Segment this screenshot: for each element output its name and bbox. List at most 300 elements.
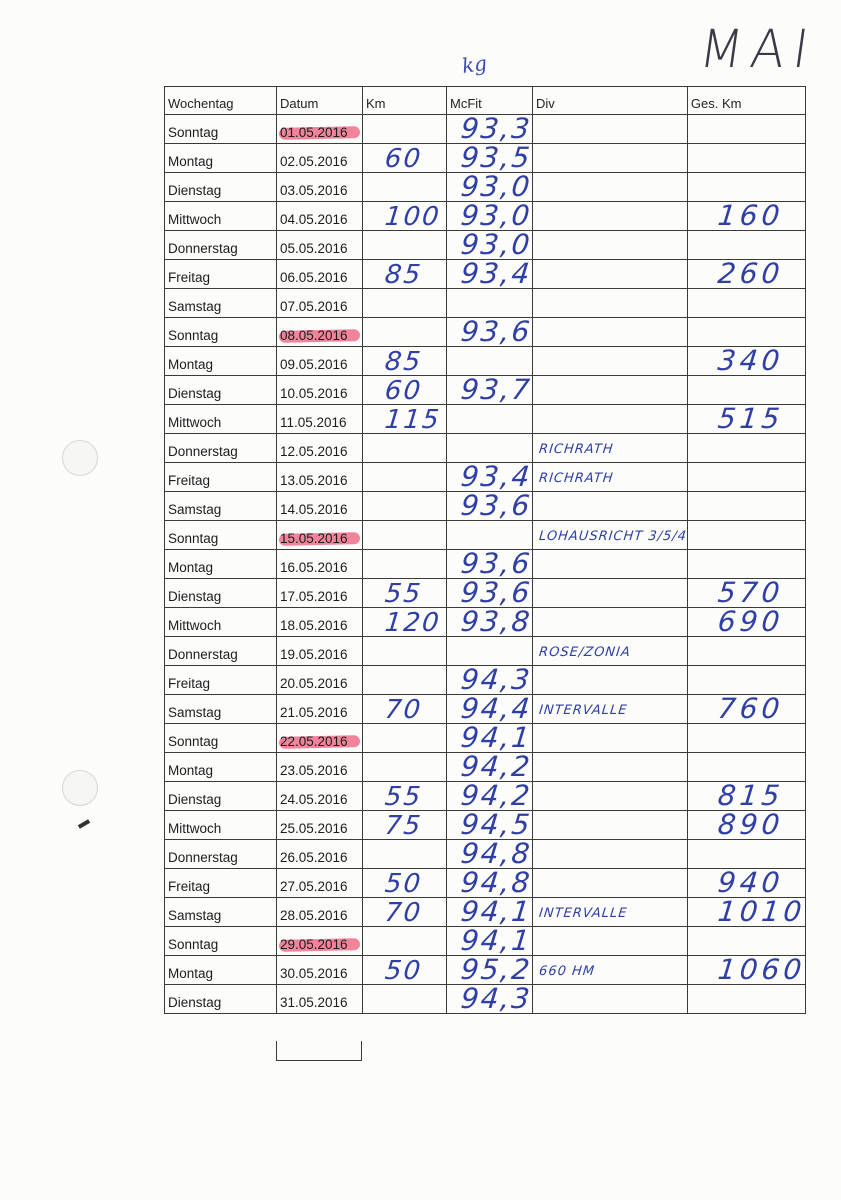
div-cell: [533, 811, 688, 840]
date-cell: [277, 956, 363, 985]
punch-hole: [62, 770, 98, 806]
date-text: 29.05.2016: [280, 937, 348, 952]
handwritten-km: 55: [383, 782, 424, 812]
div-cell: [533, 318, 688, 347]
mcfit-cell: [447, 315, 534, 348]
km-cell: [363, 347, 447, 376]
handwritten-mcfit: 93,7: [459, 373, 534, 406]
ges-km-cell: [687, 953, 807, 986]
ges-km-cell: [687, 173, 805, 202]
mcfit-cell: [447, 953, 534, 986]
handwritten-km: 85: [383, 347, 424, 377]
km-cell: [363, 898, 447, 927]
mcfit-cell: [447, 866, 534, 899]
weekday-cell: Dienstag: [165, 376, 277, 405]
table-row: [165, 347, 806, 376]
handwritten-km: 70: [383, 695, 424, 725]
handwritten-ges: 940: [716, 866, 786, 899]
div-cell: [533, 434, 688, 463]
div-cell: [533, 231, 688, 260]
date-text: 06.05.2016: [280, 270, 348, 285]
table-row: [165, 463, 806, 492]
mcfit-cell: [447, 808, 534, 841]
div-cell: [533, 144, 688, 173]
ges-km-cell: [687, 289, 805, 318]
handwritten-km: 85: [383, 260, 424, 290]
handwritten-div: 660 HM: [538, 964, 596, 979]
div-cell: [533, 724, 688, 753]
div-cell: [533, 637, 688, 666]
handwritten-mcfit: 93,4: [459, 257, 534, 290]
table-row: [165, 869, 806, 898]
handwritten-km: 70: [383, 898, 424, 928]
ges-km-cell: [687, 666, 805, 695]
header-datum: Datum: [277, 87, 363, 115]
handwritten-ges: 515: [716, 402, 786, 435]
km-cell: [363, 463, 447, 492]
unit-note: kg: [460, 50, 489, 78]
div-cell: [533, 782, 688, 811]
div-cell: [533, 405, 688, 434]
mcfit-cell: [447, 895, 534, 928]
date-cell: [277, 463, 363, 492]
table-row: [165, 376, 806, 405]
date-cell: [277, 521, 363, 550]
handwritten-mcfit: 94,4: [459, 692, 534, 725]
date-cell: [277, 927, 363, 956]
date-cell: [277, 492, 363, 521]
table-row: [165, 202, 806, 231]
div-cell: [533, 289, 688, 318]
date-text: 03.05.2016: [280, 183, 348, 198]
ges-km-cell: [687, 927, 805, 956]
ges-km-cell: [687, 434, 805, 463]
km-cell: [363, 144, 447, 173]
punch-hole: [62, 440, 98, 476]
date-text: 19.05.2016: [280, 647, 348, 662]
weekday-cell: Donnerstag: [165, 840, 277, 869]
table-row: [165, 637, 806, 666]
mcfit-cell: [447, 547, 534, 580]
weekday-cell: Montag: [165, 347, 277, 376]
weekday-cell: Freitag: [165, 463, 277, 492]
div-cell: [533, 115, 688, 144]
div-cell: [533, 608, 688, 637]
mcfit-cell: [447, 637, 533, 666]
handwritten-km: 60: [383, 144, 424, 174]
table-row: [165, 550, 806, 579]
handwritten-mcfit: 93,4: [459, 460, 534, 493]
date-text: 11.05.2016: [280, 415, 347, 430]
ges-km-cell: [687, 550, 805, 579]
div-cell: [533, 463, 688, 492]
date-cell: [277, 811, 363, 840]
div-cell: [533, 753, 688, 782]
handwritten-ges: 340: [716, 344, 786, 377]
date-text: 21.05.2016: [280, 705, 348, 720]
date-text: 24.05.2016: [280, 792, 348, 807]
handwritten-mcfit: 94,3: [459, 982, 534, 1015]
date-cell: [277, 550, 363, 579]
date-text: 13.05.2016: [280, 473, 348, 488]
handwritten-mcfit: 93,0: [459, 199, 534, 232]
handwritten-km: 100: [383, 202, 443, 232]
training-log-table: [164, 86, 806, 1014]
handwritten-ges: 570: [716, 576, 786, 609]
date-text: 17.05.2016: [280, 589, 348, 604]
handwritten-mcfit: 94,8: [459, 866, 534, 899]
weekday-cell: Dienstag: [165, 985, 277, 1014]
handwritten-km: 50: [383, 869, 424, 899]
extra-date-cell: [276, 1041, 362, 1061]
div-cell: [533, 376, 688, 405]
handwritten-mcfit: 93,6: [459, 489, 534, 522]
handwritten-div: RICHRATH: [538, 442, 615, 457]
date-cell: [277, 666, 363, 695]
handwritten-mcfit: 94,1: [459, 721, 534, 754]
table-row: [165, 927, 806, 956]
weekday-cell: Sonntag: [165, 318, 277, 347]
km-cell: [363, 579, 447, 608]
date-text: 16.05.2016: [280, 560, 348, 575]
date-text: 12.05.2016: [280, 444, 348, 459]
weekday-cell: Mittwoch: [165, 202, 277, 231]
table-row: [165, 840, 806, 869]
ges-km-cell: [687, 463, 805, 492]
date-text: 04.05.2016: [280, 212, 348, 227]
date-cell: [277, 231, 363, 260]
handwritten-ges: 1010: [716, 895, 807, 928]
ges-km-cell: [687, 895, 807, 928]
date-cell: [277, 724, 363, 753]
mcfit-cell: [447, 924, 534, 957]
date-cell: [277, 173, 363, 202]
weekday-cell: Donnerstag: [165, 231, 277, 260]
mcfit-cell: [447, 837, 534, 870]
handwritten-mcfit: 94,1: [459, 895, 534, 928]
km-cell: [363, 840, 447, 869]
km-cell: [363, 869, 447, 898]
ges-km-cell: [687, 402, 805, 435]
handwritten-mcfit: 94,1: [459, 924, 534, 957]
table-row: [165, 608, 806, 637]
handwritten-mcfit: 94,5: [459, 808, 534, 841]
handwritten-mcfit: 93,6: [459, 547, 534, 580]
km-cell: [363, 666, 447, 695]
mcfit-cell: [447, 257, 534, 290]
mcfit-cell: [447, 460, 534, 493]
mcfit-cell: [447, 721, 534, 754]
km-cell: [363, 492, 447, 521]
weekday-cell: Sonntag: [165, 521, 277, 550]
div-cell: [533, 898, 688, 927]
div-cell: [533, 173, 688, 202]
table-row: [165, 231, 806, 260]
mcfit-cell: [447, 692, 534, 725]
handwritten-div: ROSE/ZONIA: [538, 645, 632, 660]
date-text: 09.05.2016: [280, 357, 348, 372]
date-cell: [277, 637, 363, 666]
km-cell: [363, 115, 447, 144]
handwritten-mcfit: 93,6: [459, 315, 534, 348]
weekday-cell: Freitag: [165, 260, 277, 289]
handwritten-mcfit: 93,3: [459, 112, 534, 145]
table-row: [165, 695, 806, 724]
date-text: 01.05.2016: [280, 125, 348, 140]
date-text: 05.05.2016: [280, 241, 348, 256]
km-cell: [363, 724, 447, 753]
table-row: [165, 811, 806, 840]
handwritten-mcfit: 94,2: [459, 750, 534, 783]
handwritten-mcfit: 94,2: [459, 779, 534, 812]
date-cell: [277, 318, 363, 347]
date-text: 22.05.2016: [280, 734, 348, 749]
handwritten-km: 55: [383, 579, 424, 609]
table-row: [165, 753, 806, 782]
div-cell: [533, 492, 688, 521]
date-text: 25.05.2016: [280, 821, 348, 836]
handwritten-ges: 760: [716, 692, 786, 725]
date-text: 18.05.2016: [280, 618, 348, 633]
date-cell: [277, 869, 363, 898]
table-row: [165, 724, 806, 753]
km-cell: [363, 811, 447, 840]
mcfit-cell: [447, 112, 534, 145]
ges-km-cell: [687, 866, 805, 899]
table-row: [165, 782, 806, 811]
date-text: 27.05.2016: [280, 879, 348, 894]
div-cell: [533, 695, 688, 724]
mcfit-cell: [447, 199, 534, 232]
ges-km-cell: [687, 115, 805, 144]
date-cell: [277, 695, 363, 724]
weekday-cell: Samstag: [165, 492, 277, 521]
mcfit-cell: [447, 289, 533, 318]
mcfit-cell: [447, 750, 534, 783]
mcfit-cell: [447, 170, 534, 203]
weekday-cell: Mittwoch: [165, 608, 277, 637]
mcfit-cell: [447, 663, 534, 696]
header-mcfit: McFit: [447, 87, 533, 115]
ges-km-cell: [687, 376, 805, 405]
weekday-cell: Sonntag: [165, 115, 277, 144]
handwritten-mcfit: 95,2: [459, 953, 534, 986]
date-cell: [277, 753, 363, 782]
div-cell: [533, 985, 688, 1014]
ges-km-cell: [687, 840, 805, 869]
ges-km-cell: [687, 605, 805, 638]
km-cell: [363, 927, 447, 956]
handwritten-mcfit: 93,6: [459, 576, 534, 609]
mcfit-cell: [447, 347, 533, 376]
table-row: [165, 666, 806, 695]
weekday-cell: Freitag: [165, 869, 277, 898]
mcfit-cell: [447, 228, 534, 261]
div-cell: [533, 956, 688, 985]
weekday-cell: Dienstag: [165, 579, 277, 608]
div-cell: [533, 840, 688, 869]
div-cell: [533, 521, 688, 550]
weekday-cell: Montag: [165, 956, 277, 985]
km-cell: [363, 376, 447, 405]
mcfit-cell: [447, 434, 533, 463]
km-cell: [363, 956, 447, 985]
weekday-cell: Samstag: [165, 695, 277, 724]
handwritten-mcfit: 93,0: [459, 228, 534, 261]
div-cell: [533, 202, 688, 231]
handwritten-mcfit: 94,8: [459, 837, 534, 870]
date-text: 31.05.2016: [280, 995, 348, 1010]
handwritten-mcfit: 93,0: [459, 170, 534, 203]
date-cell: [277, 144, 363, 173]
weekday-cell: Sonntag: [165, 724, 277, 753]
weekday-cell: Dienstag: [165, 782, 277, 811]
div-cell: [533, 260, 688, 289]
weekday-cell: Dienstag: [165, 173, 277, 202]
date-text: 02.05.2016: [280, 154, 348, 169]
table-row: [165, 405, 806, 434]
handwritten-div: INTERVALLE: [538, 703, 629, 718]
date-cell: [277, 782, 363, 811]
weekday-cell: Montag: [165, 550, 277, 579]
handwritten-mcfit: 93,5: [459, 141, 534, 174]
ges-km-cell: [687, 318, 805, 347]
handwritten-ges: 160: [716, 199, 786, 232]
table-row: [165, 985, 806, 1014]
table-row: [165, 492, 806, 521]
mcfit-cell: [447, 405, 533, 434]
table-row: [165, 579, 806, 608]
ges-km-cell: [687, 985, 805, 1014]
ges-km-cell: [687, 779, 805, 812]
ges-km-cell: [687, 492, 805, 521]
handwritten-km: 60: [383, 376, 424, 406]
weekday-cell: Mittwoch: [165, 811, 277, 840]
date-text: 26.05.2016: [280, 850, 348, 865]
date-text: 23.05.2016: [280, 763, 348, 778]
handwritten-ges: 815: [716, 779, 786, 812]
date-cell: [277, 115, 363, 144]
km-cell: [363, 753, 447, 782]
header-km: Km: [363, 87, 447, 115]
mcfit-cell: [447, 982, 534, 1015]
ges-km-cell: [687, 724, 805, 753]
handwritten-km: 50: [383, 956, 424, 986]
ges-km-cell: [687, 199, 805, 232]
handwritten-ges: 1060: [716, 953, 807, 986]
table-row: [165, 318, 806, 347]
date-text: 08.05.2016: [280, 328, 348, 343]
date-text: 15.05.2016: [280, 531, 348, 546]
mcfit-cell: [447, 489, 534, 522]
date-cell: [277, 202, 363, 231]
ges-km-cell: [687, 692, 805, 725]
ges-km-cell: [687, 257, 805, 290]
weekday-cell: Donnerstag: [165, 434, 277, 463]
date-text: 30.05.2016: [280, 966, 348, 981]
date-cell: [277, 289, 363, 318]
table-row: [165, 144, 806, 173]
mcfit-cell: [447, 779, 534, 812]
date-cell: [277, 840, 363, 869]
date-cell: [277, 260, 363, 289]
weekday-cell: Samstag: [165, 289, 277, 318]
mcfit-cell: [447, 141, 534, 174]
km-cell: [363, 405, 447, 434]
handwritten-km: 120: [383, 608, 443, 638]
div-cell: [533, 347, 688, 376]
weekday-cell: Freitag: [165, 666, 277, 695]
handwritten-div: RICHRATH: [538, 471, 615, 486]
div-cell: [533, 550, 688, 579]
weekday-cell: Montag: [165, 144, 277, 173]
date-text: 10.05.2016: [280, 386, 348, 401]
weekday-cell: Samstag: [165, 898, 277, 927]
month-label: MAI: [695, 18, 821, 80]
km-cell: [363, 608, 447, 637]
date-cell: [277, 579, 363, 608]
pen-mark: [78, 819, 90, 828]
handwritten-km: 75: [383, 811, 424, 841]
div-cell: [533, 927, 688, 956]
date-cell: [277, 434, 363, 463]
km-cell: [363, 173, 447, 202]
handwritten-km: 115: [383, 405, 443, 435]
header-wochentag: Wochentag: [165, 87, 277, 115]
date-cell: [277, 405, 363, 434]
km-cell: [363, 782, 447, 811]
handwritten-mcfit: 93,8: [459, 605, 534, 638]
km-cell: [363, 318, 447, 347]
date-cell: [277, 985, 363, 1014]
date-text: 07.05.2016: [280, 299, 348, 314]
ges-km-cell: [687, 753, 805, 782]
table-row: [165, 115, 806, 144]
table-row: [165, 898, 806, 927]
table-row: [165, 260, 806, 289]
km-cell: [363, 521, 447, 550]
km-cell: [363, 985, 447, 1014]
handwritten-ges: 890: [716, 808, 786, 841]
km-cell: [363, 550, 447, 579]
ges-km-cell: [687, 231, 805, 260]
ges-km-cell: [687, 344, 805, 377]
div-cell: [533, 869, 688, 898]
km-cell: [363, 637, 447, 666]
div-cell: [533, 579, 688, 608]
date-cell: [277, 347, 363, 376]
handwritten-mcfit: 94,3: [459, 663, 534, 696]
table-row: [165, 956, 806, 985]
table-row: [165, 434, 806, 463]
date-text: 14.05.2016: [280, 502, 348, 517]
weekday-cell: Sonntag: [165, 927, 277, 956]
weekday-cell: Donnerstag: [165, 637, 277, 666]
handwritten-ges: 690: [716, 605, 786, 638]
div-cell: [533, 666, 688, 695]
weekday-cell: Montag: [165, 753, 277, 782]
table-body: [165, 112, 807, 1015]
km-cell: [363, 231, 447, 260]
header-ges-km: Ges. Km: [687, 87, 805, 115]
handwritten-div: INTERVALLE: [538, 906, 629, 921]
handwritten-div: LOHAUSRICHT 3/5/4: [538, 529, 688, 544]
mcfit-cell: [447, 605, 534, 638]
ges-km-cell: [687, 808, 805, 841]
km-cell: [363, 434, 447, 463]
table-row: [165, 173, 806, 202]
ges-km-cell: [687, 521, 805, 550]
